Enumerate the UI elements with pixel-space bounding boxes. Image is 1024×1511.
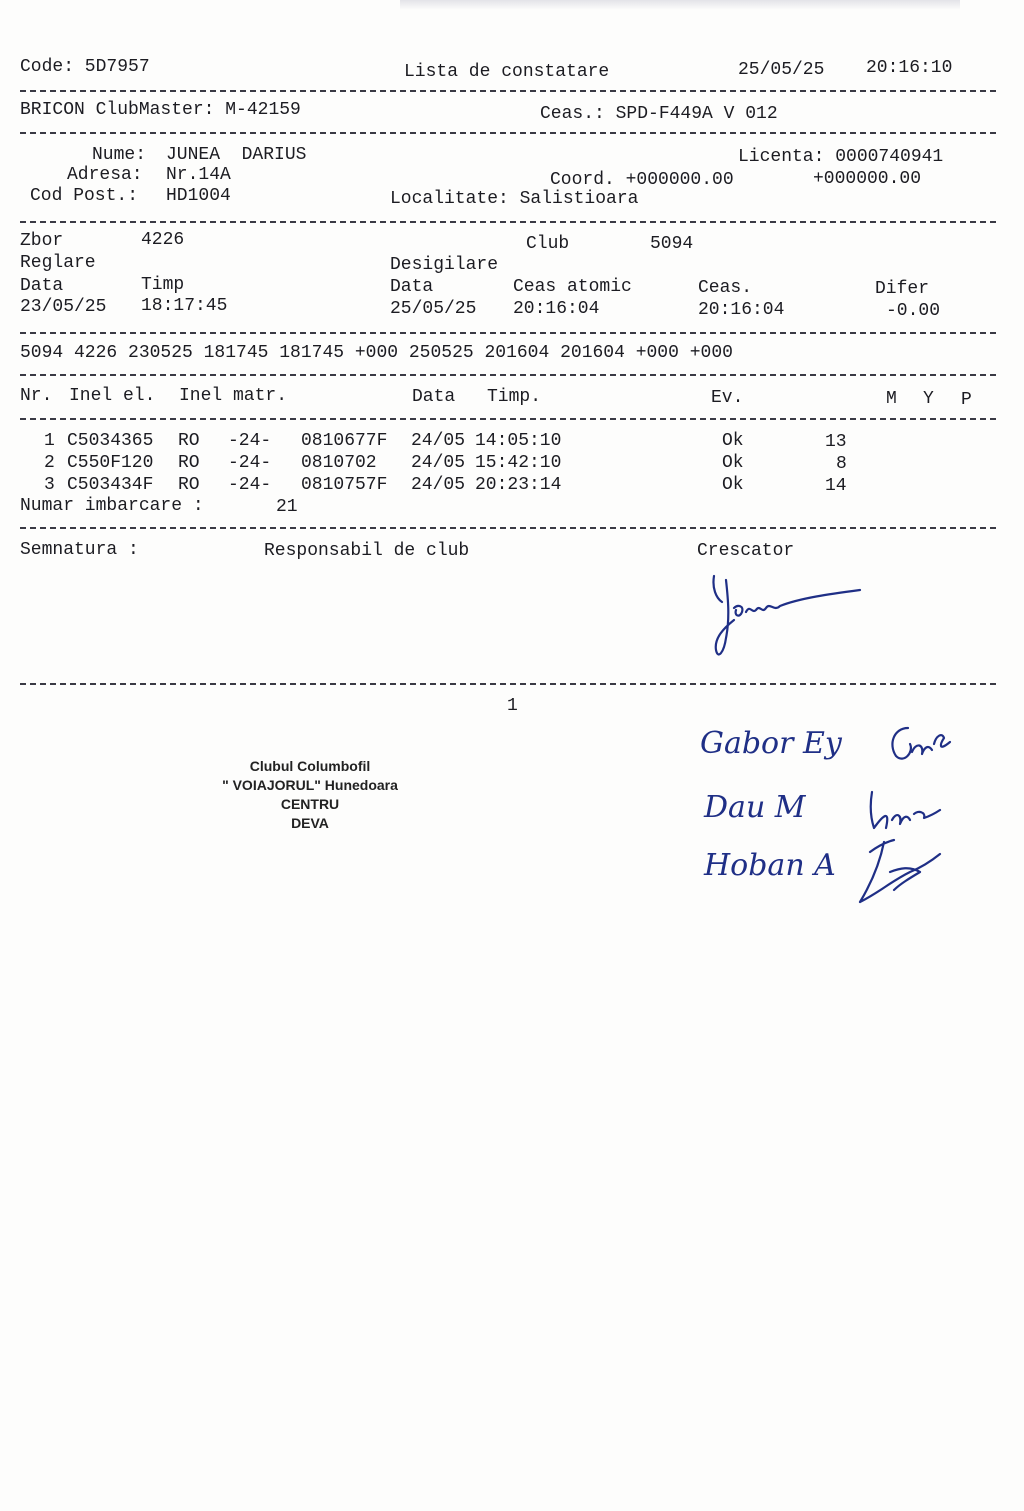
reglare-timp-label: Timp (141, 275, 185, 295)
row-country: RO (178, 475, 200, 495)
col-timp: Timp. (487, 387, 542, 407)
row-ev: Ok (722, 431, 744, 451)
witness-1: Gabor Ey (700, 726, 842, 761)
reglare-data: 23/05/25 (20, 297, 107, 317)
ceas-id: Ceas.: SPD-F449A V 012 (540, 104, 778, 124)
zbor-value: 4226 (141, 230, 185, 250)
difer-label: Difer (875, 279, 930, 299)
divider (20, 418, 996, 420)
semnatura-label: Semnatura : (20, 540, 139, 560)
row-date: 24/05 (411, 453, 466, 473)
divider (20, 90, 996, 92)
row-matr: 0810702 (301, 453, 377, 473)
witness-2: Dau M (704, 790, 806, 825)
row-date: 24/05 (411, 475, 466, 495)
header-date: 25/05/25 (738, 60, 825, 80)
club-stamp (190, 757, 430, 833)
adresa-value: Nr.14A (166, 165, 231, 185)
ceas-atomic-label: Ceas atomic (513, 277, 632, 297)
col-data: Data (412, 387, 456, 407)
col-inel-matr: Inel matr. (179, 386, 288, 406)
page-edge-shadow (400, 0, 960, 10)
crescator-signature (700, 568, 870, 663)
col-m: M (886, 389, 897, 409)
witness-2-signature (860, 784, 950, 834)
difer-value: -0.00 (886, 301, 941, 321)
divider (20, 374, 996, 376)
row-nr: 1 (44, 431, 55, 451)
header-time: 20:16:10 (866, 58, 953, 78)
row-m: 13 (825, 432, 847, 452)
row-matr: 0810757F (301, 475, 388, 495)
row-m: 8 (836, 454, 847, 474)
nume-value: JUNEA DARIUS (166, 145, 307, 165)
crescator-label: Crescator (697, 541, 795, 561)
ceas-label: Ceas. (698, 278, 753, 298)
row-year: -24- (228, 431, 272, 451)
row-matr: 0810677F (301, 431, 388, 451)
page-number: 1 (507, 696, 518, 716)
coord: Coord. +000000.00 (550, 170, 734, 190)
witness-1-signature (880, 722, 960, 772)
col-y: Y (923, 389, 934, 409)
col-inel-el: Inel el. (69, 386, 156, 406)
col-nr: Nr. (20, 386, 53, 406)
club-label: Club (526, 234, 570, 254)
row-m: 14 (825, 476, 847, 496)
row-inel-el: C550F120 (67, 453, 154, 473)
licenta: Licenta: 0000740941 (738, 147, 944, 167)
desig-data: 25/05/25 (390, 299, 477, 319)
stamp-line: CENTRU (280, 796, 340, 812)
divider (20, 683, 996, 685)
ceas-value: 20:16:04 (698, 300, 785, 320)
row-date: 24/05 (411, 431, 466, 451)
row-time: 14:05:10 (475, 431, 562, 451)
reglare-data-label: Data (20, 276, 64, 296)
stamp-line: DEVA (291, 815, 329, 831)
code-line: 5094 4226 230525 181745 181745 +000 250525 201604 201604 +000 +000 (20, 343, 733, 363)
codpost-value: HD1004 (166, 186, 231, 206)
witness-3-signature (850, 832, 960, 912)
numar-imbarcare-label: Numar imbarcare : (20, 496, 204, 516)
responsabil-label: Responsabil de club (264, 541, 470, 561)
club-value: 5094 (650, 234, 694, 254)
clubmaster-label: BRICON ClubMaster: M-42159 (20, 100, 301, 120)
localitate: Localitate: Salistioara (390, 189, 639, 209)
witness-3: Hoban A (704, 848, 836, 883)
codpost-label: Cod Post.: (30, 186, 139, 206)
zbor-label: Zbor (20, 231, 64, 251)
code-label: Code: 5D7957 (20, 57, 150, 77)
adresa-label: Adresa: (67, 165, 143, 185)
row-nr: 2 (44, 453, 55, 473)
row-country: RO (178, 431, 200, 451)
row-time: 20:23:14 (475, 475, 562, 495)
nume-label: Nume: (92, 145, 147, 165)
col-ev: Ev. (711, 388, 744, 408)
divider (20, 132, 996, 134)
row-year: -24- (228, 475, 272, 495)
row-nr: 3 (44, 475, 55, 495)
row-inel-el: C503434F (67, 475, 154, 495)
desig-data-label: Data (390, 277, 434, 297)
row-ev: Ok (722, 475, 744, 495)
stamp-line: Clubul Columbofil (249, 758, 371, 774)
divider (20, 527, 996, 529)
stamp-line: " VOIAJORUL" Hunedoara (222, 777, 398, 793)
coord-2: +000000.00 (813, 169, 922, 189)
row-inel-el: C5034365 (67, 431, 154, 451)
document-title: Lista de constatare (404, 62, 610, 82)
divider (20, 332, 996, 334)
row-year: -24- (228, 453, 272, 473)
row-country: RO (178, 453, 200, 473)
divider (20, 221, 996, 223)
numar-imbarcare-value: 21 (276, 497, 298, 517)
row-time: 15:42:10 (475, 453, 562, 473)
col-p: P (961, 390, 972, 410)
ceas-atomic: 20:16:04 (513, 299, 600, 319)
desigilare-label: Desigilare (390, 255, 499, 275)
reglare-timp: 18:17:45 (141, 296, 228, 316)
reglare-label: Reglare (20, 253, 96, 273)
row-ev: Ok (722, 453, 744, 473)
